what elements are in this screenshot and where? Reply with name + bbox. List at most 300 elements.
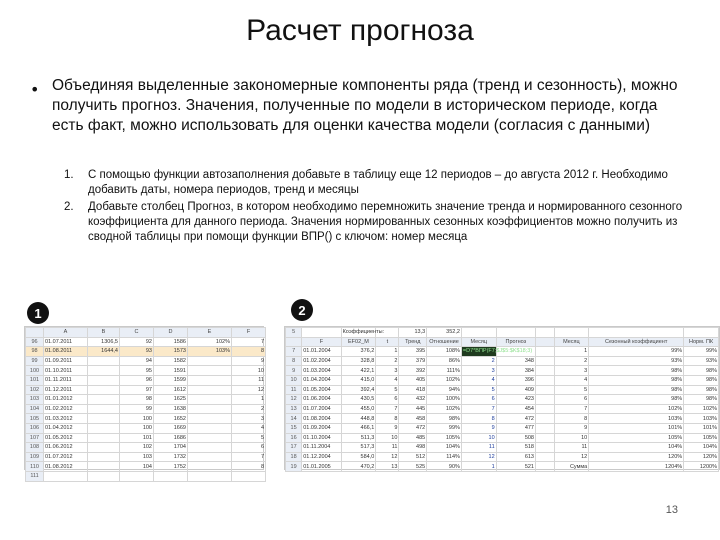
table-cell: 8 xyxy=(232,347,266,357)
table-cell xyxy=(188,423,232,433)
row-header: 108 xyxy=(26,443,44,453)
table-cell xyxy=(188,375,232,385)
table-cell xyxy=(536,433,555,443)
table-cell: 102% xyxy=(427,404,462,414)
table-cell: 01.01.2005 xyxy=(302,462,341,472)
table-cell: 379 xyxy=(399,356,427,366)
table-cell: 485 xyxy=(399,433,427,443)
table-cell: 6 xyxy=(461,395,496,405)
table-cell: 01.02.2012 xyxy=(44,404,88,414)
table-cell: 01.10.2004 xyxy=(302,433,341,443)
table-cell: 100% xyxy=(427,395,462,405)
table-cell: 405 xyxy=(399,375,427,385)
table-cell: 8 xyxy=(376,414,399,424)
table-cell: 7 xyxy=(232,452,266,462)
spreadsheet-screenshot-1 xyxy=(24,326,264,480)
table-cell: 395 xyxy=(399,347,427,357)
list-item xyxy=(64,168,694,198)
table-cell: 3 xyxy=(232,414,266,424)
table-row xyxy=(26,366,266,376)
table-cell: 518 xyxy=(496,443,535,453)
table-row xyxy=(26,375,266,385)
table-cell xyxy=(44,471,88,481)
table-cell: 98% xyxy=(589,366,684,376)
table-row xyxy=(286,433,719,443)
table-cell xyxy=(88,471,120,481)
table-cell: 120% xyxy=(589,452,684,462)
column-header: C xyxy=(120,328,154,338)
list-text: С помощью функции автозаполнения добавьте в таблицу еще 12 периодов – до августа 2012 г. Необходимо добавить даты, номера периодов, тренд и месяцы xyxy=(88,169,668,196)
row-header: 102 xyxy=(26,385,44,395)
table-cell: 01.07.2011 xyxy=(44,337,88,347)
table-cell xyxy=(536,395,555,405)
table-cell: 4 xyxy=(461,375,496,385)
table-row xyxy=(286,452,719,462)
table-cell: 103% xyxy=(188,347,232,357)
table-row xyxy=(26,462,266,472)
table-cell: 103% xyxy=(589,414,684,424)
table-cell xyxy=(88,366,120,376)
table-cell: 12 xyxy=(232,385,266,395)
table-cell xyxy=(461,328,496,338)
table-cell: 8 xyxy=(461,414,496,424)
table-cell: 01.11.2011 xyxy=(44,375,88,385)
table-cell: 9 xyxy=(461,423,496,433)
row-header: 16 xyxy=(286,433,302,443)
table-cell: 01.09.2011 xyxy=(44,356,88,366)
table-row xyxy=(286,443,719,453)
table-cell: 104% xyxy=(589,443,684,453)
table-cell xyxy=(536,452,555,462)
column-header: F xyxy=(232,328,266,338)
column-header: Отношение xyxy=(427,337,462,347)
row-header: 107 xyxy=(26,433,44,443)
table-cell: 415,0 xyxy=(341,375,376,385)
table-cell: 3 xyxy=(376,366,399,376)
table-cell: 7 xyxy=(554,404,589,414)
table-cell xyxy=(154,471,188,481)
table-row xyxy=(286,347,719,357)
table-cell: 95 xyxy=(120,366,154,376)
table-cell: 430,5 xyxy=(341,395,376,405)
table-cell: 392 xyxy=(399,366,427,376)
table-row xyxy=(26,356,266,366)
table-row xyxy=(286,404,719,414)
table-cell: 01.06.2004 xyxy=(302,395,341,405)
table-cell: 472 xyxy=(496,414,535,424)
table-cell: 10 xyxy=(461,433,496,443)
table-cell: 1 xyxy=(376,347,399,357)
column-header: Прогноз xyxy=(496,337,535,347)
table-cell: 3 xyxy=(554,366,589,376)
row-header: 101 xyxy=(26,375,44,385)
table-cell: 98% xyxy=(684,395,719,405)
row-header: 106 xyxy=(26,423,44,433)
table-cell: 102% xyxy=(589,404,684,414)
table-row xyxy=(26,347,266,357)
table-row xyxy=(286,385,719,395)
table-cell: 1582 xyxy=(154,356,188,366)
table-cell: 511,3 xyxy=(341,433,376,443)
row-header: 15 xyxy=(286,423,302,433)
table-cell: 101% xyxy=(589,423,684,433)
table-cell: 521 xyxy=(496,462,535,472)
row-header: 13 xyxy=(286,404,302,414)
table-cell xyxy=(88,433,120,443)
table-cell: 422,1 xyxy=(341,366,376,376)
table-cell: 6 xyxy=(232,443,266,453)
table-cell xyxy=(88,375,120,385)
table-cell: 9 xyxy=(232,356,266,366)
spreadsheet-table xyxy=(25,327,266,482)
table-cell xyxy=(188,356,232,366)
table-cell: 102 xyxy=(120,443,154,453)
table-cell: 5 xyxy=(461,385,496,395)
table-row xyxy=(286,414,719,424)
table-cell: 613 xyxy=(496,452,535,462)
table-cell: 01.01.2004 xyxy=(302,347,341,357)
table-cell: 1652 xyxy=(154,414,188,424)
table-cell xyxy=(536,375,555,385)
table-cell: Сумма xyxy=(554,462,589,472)
table-cell: 1625 xyxy=(154,395,188,405)
table-cell xyxy=(188,395,232,405)
table-cell: 11 xyxy=(461,443,496,453)
table-cell xyxy=(536,328,555,338)
table-cell: 525 xyxy=(399,462,427,472)
table-cell: 11 xyxy=(554,443,589,453)
table-cell xyxy=(536,347,555,357)
table-cell: 01.08.2011 xyxy=(44,347,88,357)
table-cell: 103 xyxy=(120,452,154,462)
table-row xyxy=(26,337,266,347)
table-cell: 01.09.2004 xyxy=(302,423,341,433)
column-header xyxy=(536,337,555,347)
table-cell: 1686 xyxy=(154,433,188,443)
table-cell: 11 xyxy=(232,375,266,385)
table-cell: 01.07.2012 xyxy=(44,452,88,462)
step-badge-2: 2 xyxy=(291,299,313,321)
table-cell: 8 xyxy=(232,462,266,472)
table-cell: 517,3 xyxy=(341,443,376,453)
table-cell: 352,2 xyxy=(427,328,462,338)
row-header: 99 xyxy=(26,356,44,366)
table-row xyxy=(26,443,266,453)
table-row xyxy=(286,395,719,405)
row-header: 7 xyxy=(286,347,302,357)
row-header: 19 xyxy=(286,462,302,472)
table-cell: 455,0 xyxy=(341,404,376,414)
table-cell: 100 xyxy=(120,414,154,424)
table-cell: 01.02.2004 xyxy=(302,356,341,366)
table-cell: 1306,5 xyxy=(88,337,120,347)
table-cell: 98% xyxy=(684,366,719,376)
table-cell: 114% xyxy=(427,452,462,462)
table-cell: 392,4 xyxy=(341,385,376,395)
row-header: 10 xyxy=(286,375,302,385)
row-header: 12 xyxy=(286,395,302,405)
table-row xyxy=(286,366,719,376)
column-header: E xyxy=(188,328,232,338)
table-cell: 470,2 xyxy=(341,462,376,472)
table-cell: 1 xyxy=(232,395,266,405)
row-header: 96 xyxy=(26,337,44,347)
table-cell: 100 xyxy=(120,423,154,433)
table-cell: 13 xyxy=(376,462,399,472)
table-cell: 98 xyxy=(120,395,154,405)
table-cell: 104 xyxy=(120,462,154,472)
table-cell: 103% xyxy=(684,414,719,424)
column-header xyxy=(286,337,302,347)
table-cell: 466,1 xyxy=(341,423,376,433)
row-header: 14 xyxy=(286,414,302,424)
table-cell: 348 xyxy=(496,356,535,366)
table-cell: 104% xyxy=(427,443,462,453)
table-cell: 94% xyxy=(427,385,462,395)
table-cell: 7 xyxy=(461,404,496,414)
table-cell: 5 xyxy=(286,328,302,338)
row-header: 18 xyxy=(286,452,302,462)
table-cell: 93% xyxy=(589,356,684,366)
table-cell: 01.10.2011 xyxy=(44,366,88,376)
table-cell xyxy=(554,328,589,338)
table-row xyxy=(26,433,266,443)
table-cell: 6 xyxy=(554,395,589,405)
table-cell: 10 xyxy=(554,433,589,443)
list-text: Добавьте столбец Прогноз, в котором необходимо перемножить значение тренда и нормированного сезонного коэффициента для данного периода. Значения нормированных сезонных коэффициентов можно получить из сводной таблицы при помощи функции ВПР() с ключом: номер месяца xyxy=(88,201,683,243)
spreadsheet-screenshot-2 xyxy=(284,326,720,470)
table-cell: 458 xyxy=(399,414,427,424)
column-header: A xyxy=(44,328,88,338)
table-cell: 92 xyxy=(120,337,154,347)
table-row xyxy=(26,414,266,424)
table-cell: 10 xyxy=(232,366,266,376)
row-header: 111 xyxy=(26,471,44,481)
table-cell: 445 xyxy=(399,404,427,414)
step-badge-1: 1 xyxy=(27,302,49,324)
table-cell: 90% xyxy=(427,462,462,472)
table-cell xyxy=(88,404,120,414)
row-header: 11 xyxy=(286,385,302,395)
table-cell: 418 xyxy=(399,385,427,395)
table-cell: 4 xyxy=(376,375,399,385)
table-cell: 4 xyxy=(232,423,266,433)
table-cell: 98% xyxy=(427,414,462,424)
row-header: 105 xyxy=(26,414,44,424)
table-cell: 01.12.2004 xyxy=(302,452,341,462)
table-cell xyxy=(536,404,555,414)
table-cell xyxy=(496,328,535,338)
table-cell: 4 xyxy=(554,375,589,385)
table-cell: 2 xyxy=(376,356,399,366)
table-cell: 120% xyxy=(684,452,719,462)
row-header: 103 xyxy=(26,395,44,405)
table-cell: 448,8 xyxy=(341,414,376,424)
table-row xyxy=(26,471,266,481)
table-cell: 99 xyxy=(120,404,154,414)
table-cell: 1669 xyxy=(154,423,188,433)
table-cell xyxy=(188,366,232,376)
table-cell: 01.04.2012 xyxy=(44,423,88,433)
table-cell xyxy=(589,328,684,338)
table-cell: 98% xyxy=(684,375,719,385)
table-cell: 101 xyxy=(120,433,154,443)
table-cell: 93% xyxy=(684,356,719,366)
table-cell: 102% xyxy=(684,404,719,414)
table-cell: 01.05.2004 xyxy=(302,385,341,395)
table-cell: 1204% xyxy=(589,462,684,472)
table-cell: 7 xyxy=(376,404,399,414)
table-cell: 1573 xyxy=(154,347,188,357)
column-header: t xyxy=(376,337,399,347)
table-cell xyxy=(188,471,232,481)
table-cell: 584,0 xyxy=(341,452,376,462)
table-cell xyxy=(120,471,154,481)
table-cell xyxy=(88,462,120,472)
table-cell: 2 xyxy=(232,404,266,414)
table-cell: 1200% xyxy=(684,462,719,472)
coefficients-row xyxy=(286,328,719,338)
column-header: F xyxy=(302,337,341,347)
table-cell: 432 xyxy=(399,395,427,405)
table-cell: 105% xyxy=(427,433,462,443)
table-cell: 1 xyxy=(554,347,589,357)
table-cell xyxy=(536,462,555,472)
table-cell xyxy=(88,452,120,462)
table-cell: 1638 xyxy=(154,404,188,414)
table-cell: 99% xyxy=(684,347,719,357)
table-cell: 3 xyxy=(461,366,496,376)
table-cell: 01.12.2011 xyxy=(44,385,88,395)
table-cell: 1752 xyxy=(154,462,188,472)
table-cell: 5 xyxy=(232,433,266,443)
table-cell: 98% xyxy=(589,375,684,385)
table-cell: 01.06.2012 xyxy=(44,443,88,453)
table-cell: 9 xyxy=(376,423,399,433)
table-cell: 105% xyxy=(684,433,719,443)
table-cell xyxy=(188,443,232,453)
table-cell xyxy=(536,443,555,453)
table-cell: 1 xyxy=(461,462,496,472)
table-cell xyxy=(684,328,719,338)
bullet-text: Объединяя выделенные закономерные компоненты ряда (тренд и сезонность), можно получить прогноз. Значения, полученные по модели в историческом периоде, когда есть факт, можно использовать для оценки качества модели (согласия с данными) xyxy=(52,77,678,134)
table-row xyxy=(286,375,719,385)
table-cell: 104% xyxy=(684,443,719,453)
table-cell xyxy=(188,462,232,472)
table-cell: 1599 xyxy=(154,375,188,385)
column-header: Норм. ПК xyxy=(684,337,719,347)
row-header: 110 xyxy=(26,462,44,472)
column-header: D xyxy=(154,328,188,338)
table-cell xyxy=(188,414,232,424)
table-cell xyxy=(536,423,555,433)
row-header: 17 xyxy=(286,443,302,453)
table-row xyxy=(26,395,266,405)
table-cell: 105% xyxy=(589,433,684,443)
table-cell: 01.01.2012 xyxy=(44,395,88,405)
table-cell: 7 xyxy=(232,337,266,347)
table-cell: 2 xyxy=(554,356,589,366)
table-cell xyxy=(536,385,555,395)
table-cell: 01.07.2004 xyxy=(302,404,341,414)
table-cell: 396 xyxy=(496,375,535,385)
list-number: 1. xyxy=(64,169,74,181)
bullet-dot: • xyxy=(30,80,40,99)
table-cell: 86% xyxy=(427,356,462,366)
table-cell: 13,3 xyxy=(399,328,427,338)
table-cell: 108% xyxy=(427,347,462,357)
table-row xyxy=(26,404,266,414)
table-cell: 498 xyxy=(399,443,427,453)
table-cell xyxy=(88,395,120,405)
table-cell: 1591 xyxy=(154,366,188,376)
table-cell xyxy=(88,356,120,366)
column-header: Тренд xyxy=(399,337,427,347)
column-header: B xyxy=(88,328,120,338)
column-header: Сезонный коэффициент xyxy=(589,337,684,347)
table-cell: 1644,4 xyxy=(88,347,120,357)
table-cell: 10 xyxy=(376,433,399,443)
table-cell xyxy=(536,366,555,376)
list-number: 2. xyxy=(64,201,74,213)
table-cell: 01.05.2012 xyxy=(44,433,88,443)
table-cell: 99% xyxy=(427,423,462,433)
table-cell xyxy=(88,385,120,395)
table-cell: 01.03.2012 xyxy=(44,414,88,424)
column-header: Месяц xyxy=(461,337,496,347)
table-cell: 93 xyxy=(120,347,154,357)
table-cell: 12 xyxy=(376,452,399,462)
row-header: 104 xyxy=(26,404,44,414)
table-cell: 508 xyxy=(496,433,535,443)
column-header: EF02_M xyxy=(341,337,376,347)
column-header: Месяц xyxy=(554,337,589,347)
table-cell: 12 xyxy=(554,452,589,462)
table-cell: 328,8 xyxy=(341,356,376,366)
table-cell: 512 xyxy=(399,452,427,462)
table-cell: 01.11.2004 xyxy=(302,443,341,453)
row-header: 8 xyxy=(286,356,302,366)
row-header: 100 xyxy=(26,366,44,376)
list-item xyxy=(64,200,694,245)
table-cell: 11 xyxy=(376,443,399,453)
table-cell: 1732 xyxy=(154,452,188,462)
table-row xyxy=(286,423,719,433)
table-cell: 409 xyxy=(496,385,535,395)
table-cell: 472 xyxy=(399,423,427,433)
table-cell: 477 xyxy=(496,423,535,433)
table-cell: 01.08.2012 xyxy=(44,462,88,472)
table-cell: 96 xyxy=(120,375,154,385)
table-cell: 5 xyxy=(554,385,589,395)
table-cell xyxy=(188,452,232,462)
row-header: 109 xyxy=(26,452,44,462)
table-cell xyxy=(302,328,341,338)
table-cell xyxy=(88,423,120,433)
table-row xyxy=(26,423,266,433)
table-cell: 8 xyxy=(554,414,589,424)
table-cell: Коэффициенты: xyxy=(342,329,385,336)
table-cell xyxy=(88,443,120,453)
row-header: 9 xyxy=(286,366,302,376)
table-cell: 2 xyxy=(461,356,496,366)
table-cell: 1586 xyxy=(154,337,188,347)
table-cell: 102% xyxy=(188,337,232,347)
table-cell: 98% xyxy=(589,395,684,405)
column-header xyxy=(26,328,44,338)
table-cell: 99% xyxy=(589,347,684,357)
table-row xyxy=(286,356,719,366)
